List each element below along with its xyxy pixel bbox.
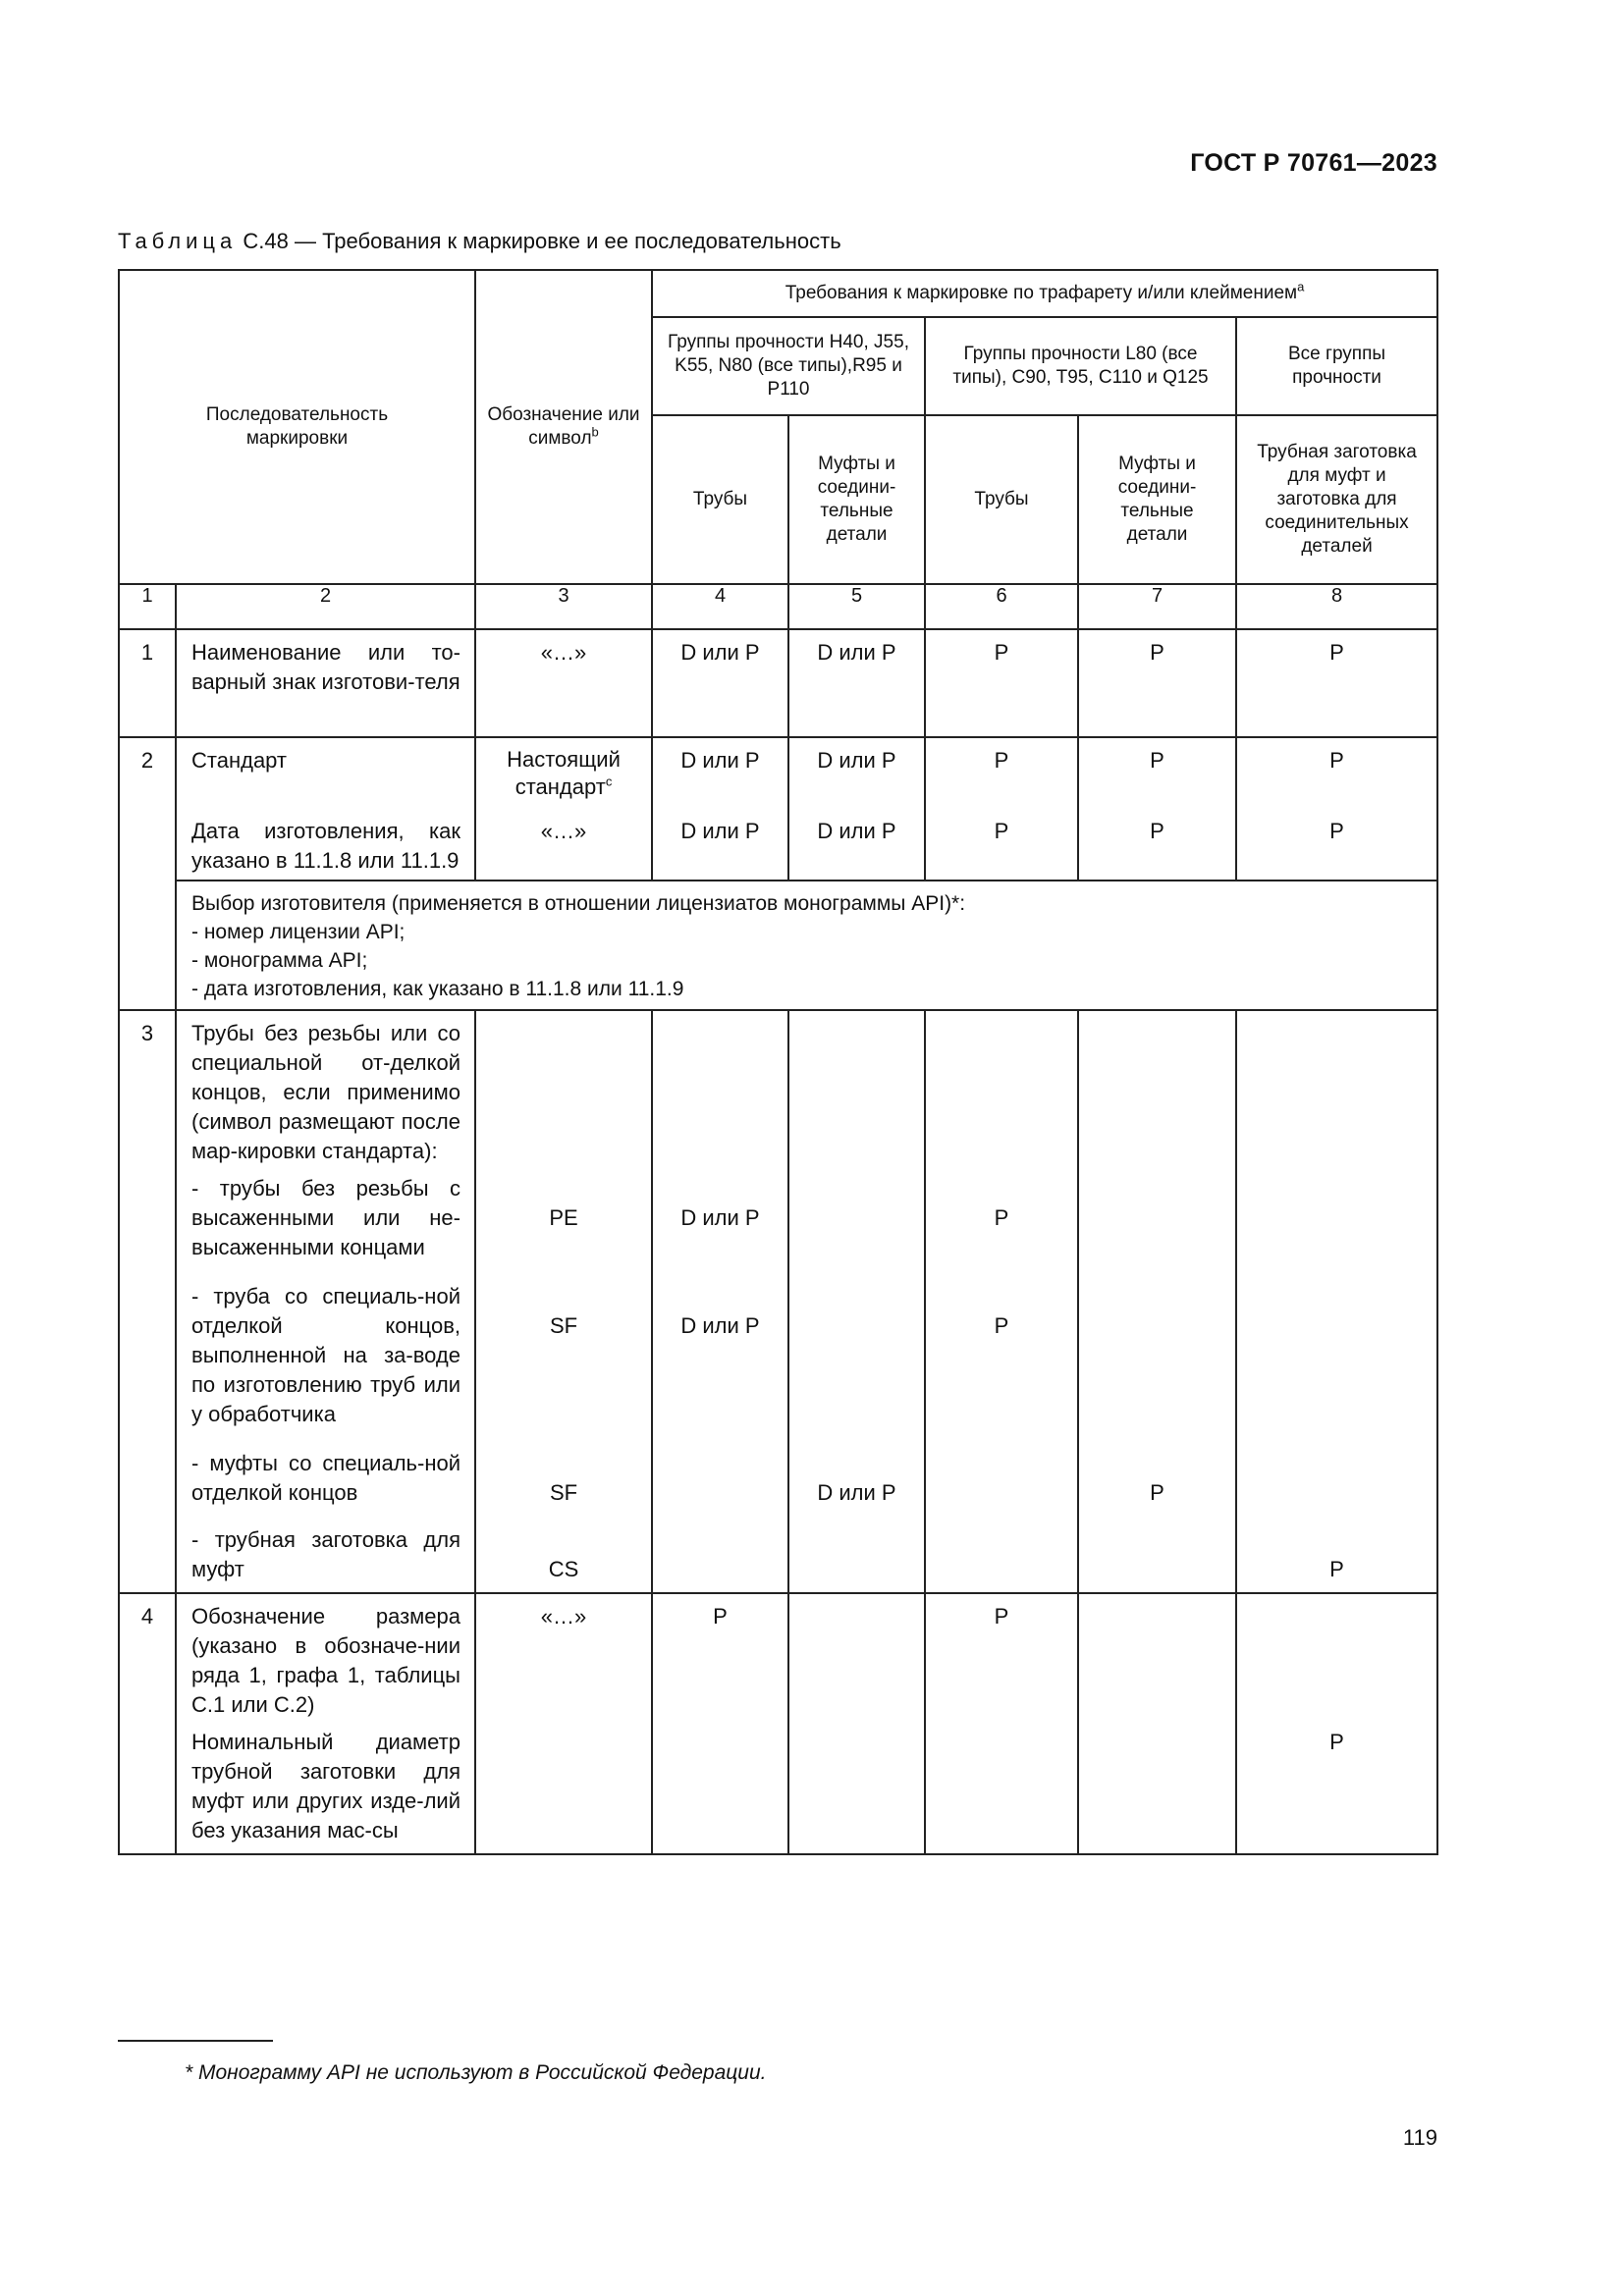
row-sequence: Дата изготовления, как указано в 11.1.8 или 11.1.9 bbox=[191, 819, 460, 873]
row-sequence: Стандарт bbox=[191, 748, 288, 773]
col-number: 1 bbox=[119, 584, 176, 629]
cell-value: P bbox=[994, 1604, 1009, 1629]
cell-value: D или P bbox=[817, 819, 896, 843]
table-caption bbox=[118, 229, 841, 254]
row-symbol: CS bbox=[548, 1557, 579, 1581]
table-row bbox=[119, 737, 1437, 881]
page-number: 119 bbox=[1402, 2125, 1437, 2150]
table-row bbox=[119, 629, 1437, 737]
cell-value: P bbox=[1150, 1480, 1164, 1505]
row-number: 2 bbox=[119, 737, 176, 1010]
caption-text: С.48 — Требования к маркировке и ее последовательность bbox=[243, 229, 841, 253]
row-symbol: «…» bbox=[540, 1604, 587, 1629]
cell-value: P bbox=[1078, 629, 1236, 737]
header-pipes-a: Трубы bbox=[652, 415, 788, 584]
row-sequence: Трубы без резьбы или со специальной от-делкой концов, если применимо (символ размещают после мар-кировки стандарта): bbox=[191, 1021, 460, 1163]
cell-value: D или P bbox=[680, 1313, 760, 1338]
cell-value: P bbox=[1329, 748, 1344, 773]
cell-value: P bbox=[1329, 819, 1344, 843]
cell-value: P bbox=[994, 748, 1009, 773]
cell-value: D или P bbox=[680, 819, 760, 843]
row-sequence: - трубная заготовка для муфт bbox=[191, 1527, 460, 1581]
row-sequence: - трубы без резьбы с высаженными или не-высаженными концами bbox=[191, 1176, 460, 1259]
footnote-separator bbox=[118, 2040, 273, 2042]
cell-value: P bbox=[1236, 629, 1437, 737]
cell-value: P bbox=[1150, 819, 1164, 843]
cell-value: P bbox=[713, 1604, 728, 1629]
row-symbol: «…» bbox=[540, 819, 587, 843]
cell-value: P bbox=[994, 1313, 1009, 1338]
footnote-mark-c: c bbox=[605, 774, 613, 789]
cell-value: D или P bbox=[680, 1205, 760, 1230]
manufacturer-choice-note: Выбор изготовителя (применяется в отношении лицензиатов монограммы API)*: - номер лицензии API; - монограмма API; - дата изготовления, как указано в 11.1.8 или 11.1.9 bbox=[176, 881, 1437, 1010]
header-symbol: Обозначение или символ$^b$ bbox=[475, 270, 652, 584]
col-number: 3 bbox=[475, 584, 652, 629]
col-number: 5 bbox=[788, 584, 925, 629]
cell-value: D или P bbox=[788, 629, 925, 737]
cell-value: P bbox=[994, 819, 1009, 843]
header-blank: Трубная заготовка для муфт и заготовка для соединительных деталей bbox=[1236, 415, 1437, 584]
footnote-mark-a: a bbox=[1297, 279, 1305, 294]
table-row bbox=[119, 1010, 1437, 1593]
document-id: ГОСТ Р 70761—2023 bbox=[1190, 149, 1437, 177]
table-row bbox=[119, 1593, 1437, 1854]
marking-table bbox=[118, 269, 1438, 1855]
footnote-mark-b: b bbox=[591, 424, 599, 440]
header-couplings-a: Муфты и соедини-тельные детали bbox=[788, 415, 925, 584]
col-number: 6 bbox=[925, 584, 1078, 629]
header-couplings-b: Муфты и соедини-тельные детали bbox=[1078, 415, 1236, 584]
header-group-a: Группы прочности Н40, J55, K55, N80 (все типы),R95 и P110 bbox=[652, 317, 925, 415]
row-number: 4 bbox=[119, 1593, 176, 1854]
row-symbol: Настоящий стандарт$^c$ bbox=[507, 747, 621, 799]
col-number: 7 bbox=[1078, 584, 1236, 629]
header-group-b: Группы прочности L80 (все типы), C90, T95, C110 и Q125 bbox=[925, 317, 1236, 415]
row-number: 1 bbox=[119, 629, 176, 737]
cell-value: P bbox=[1329, 1730, 1344, 1754]
cell-value: P bbox=[925, 629, 1078, 737]
table-row bbox=[119, 881, 1437, 1010]
cell-value: D или P bbox=[680, 748, 760, 773]
row-sequence: Номинальный диаметр трубной заготовки для муфт или других изде-лий без указания мас-сы bbox=[191, 1730, 460, 1842]
cell-value: P bbox=[1329, 1557, 1344, 1581]
row-number: 3 bbox=[119, 1010, 176, 1593]
header-group-c: Все группы прочности bbox=[1236, 317, 1437, 415]
cell-value: D или P bbox=[817, 748, 896, 773]
row-sequence: - муфты со специаль-ной отделкой концов bbox=[191, 1451, 460, 1505]
row-symbol: SF bbox=[549, 1313, 578, 1338]
row-sequence: Обозначение размера (указано в обозначе-нии ряда 1, графа 1, таблицы С.1 или С.2) bbox=[191, 1604, 460, 1717]
footnote: * Монограмму API не используют в Российской Федерации. bbox=[185, 2061, 767, 2084]
row-symbol: PE bbox=[549, 1205, 578, 1230]
cell-value: D или P bbox=[817, 1480, 896, 1505]
row-sequence: Наименование или то-варный знак изготови-теля bbox=[176, 629, 475, 737]
header-sequence: Последовательность маркировки bbox=[119, 270, 475, 584]
col-number: 4 bbox=[652, 584, 788, 629]
cell-value: P bbox=[994, 1205, 1009, 1230]
header-pipes-b: Трубы bbox=[925, 415, 1078, 584]
row-symbol: SF bbox=[549, 1480, 578, 1505]
cell-value: P bbox=[1150, 748, 1164, 773]
row-sequence: - труба со специаль-ной отделкой концов, выполненной на за-воде по изготовлению труб или у обработчика bbox=[191, 1284, 460, 1426]
header-marking-requirements: Требования к маркировке по трафарету и/или клеймением$^a$ bbox=[652, 270, 1437, 317]
col-number: 2 bbox=[176, 584, 475, 629]
caption-label: Таблица bbox=[118, 229, 238, 253]
cell-value: D или P bbox=[652, 629, 788, 737]
col-number: 8 bbox=[1236, 584, 1437, 629]
row-symbol: «…» bbox=[475, 629, 652, 737]
